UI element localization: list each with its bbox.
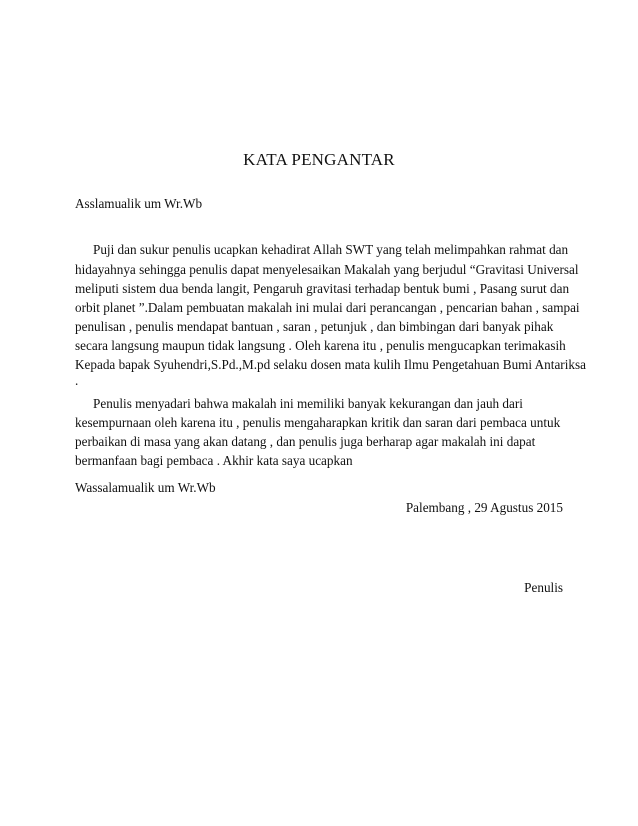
paragraph1-line: meliputi sistem dua benda langit, Pengaruh gravitasi terhadap bentuk bumi , Pasang surut dan <box>75 281 570 296</box>
paragraph1-line: . <box>75 373 79 388</box>
paragraph2-line: bermanfaan bagi pembaca . Akhir kata saya ucapkan <box>75 453 353 468</box>
paragraph1-line: orbit planet ”.Dalam pembuatan makalah ini mulai dari perancangan , pencarian bahan , sampai <box>75 300 580 315</box>
paragraph1-line: Puji dan sukur penulis ucapkan kehadirat Allah SWT yang telah melimpahkan rahmat dan <box>93 242 569 257</box>
greeting: Asslamualik um Wr.Wb <box>75 196 203 211</box>
signature: Penulis <box>524 580 563 595</box>
place-date: Palembang , 29 Agustus 2015 <box>405 500 563 515</box>
paragraph1-line: Kepada bapak Syuhendri,S.Pd.,M.pd selaku dosen mata kulih Ilmu Pengetahuan Bumi Antariksa <box>75 357 586 372</box>
paragraph1-line: secara langsung maupun tidak langsung . Oleh karena itu , penulis mengucapkan terimakasih <box>75 338 566 353</box>
paragraph2-line: perbaikan di masa yang akan datang , dan penulis juga berharap agar makalah ini dapat <box>75 434 536 449</box>
closing: Wassalamualik um Wr.Wb <box>75 480 216 495</box>
paragraph1-line: hidayahnya sehingga penulis dapat menyelesaikan Makalah yang berjudul “Gravitasi Universal <box>75 262 579 277</box>
page-title: KATA PENGANTAR <box>243 150 395 169</box>
paragraph1-line: penulisan , penulis mendapat bantuan , saran , petunjuk , dan bimbingan dari banyak pihak <box>75 319 554 334</box>
paragraph2-line: kesempurnaan oleh karena itu , penulis mengaharapkan kritik dan saran dari pembaca untuk <box>75 415 561 430</box>
paragraph2-line: Penulis menyadari bahwa makalah ini memiliki banyak kekurangan dan jauh dari <box>93 396 523 411</box>
